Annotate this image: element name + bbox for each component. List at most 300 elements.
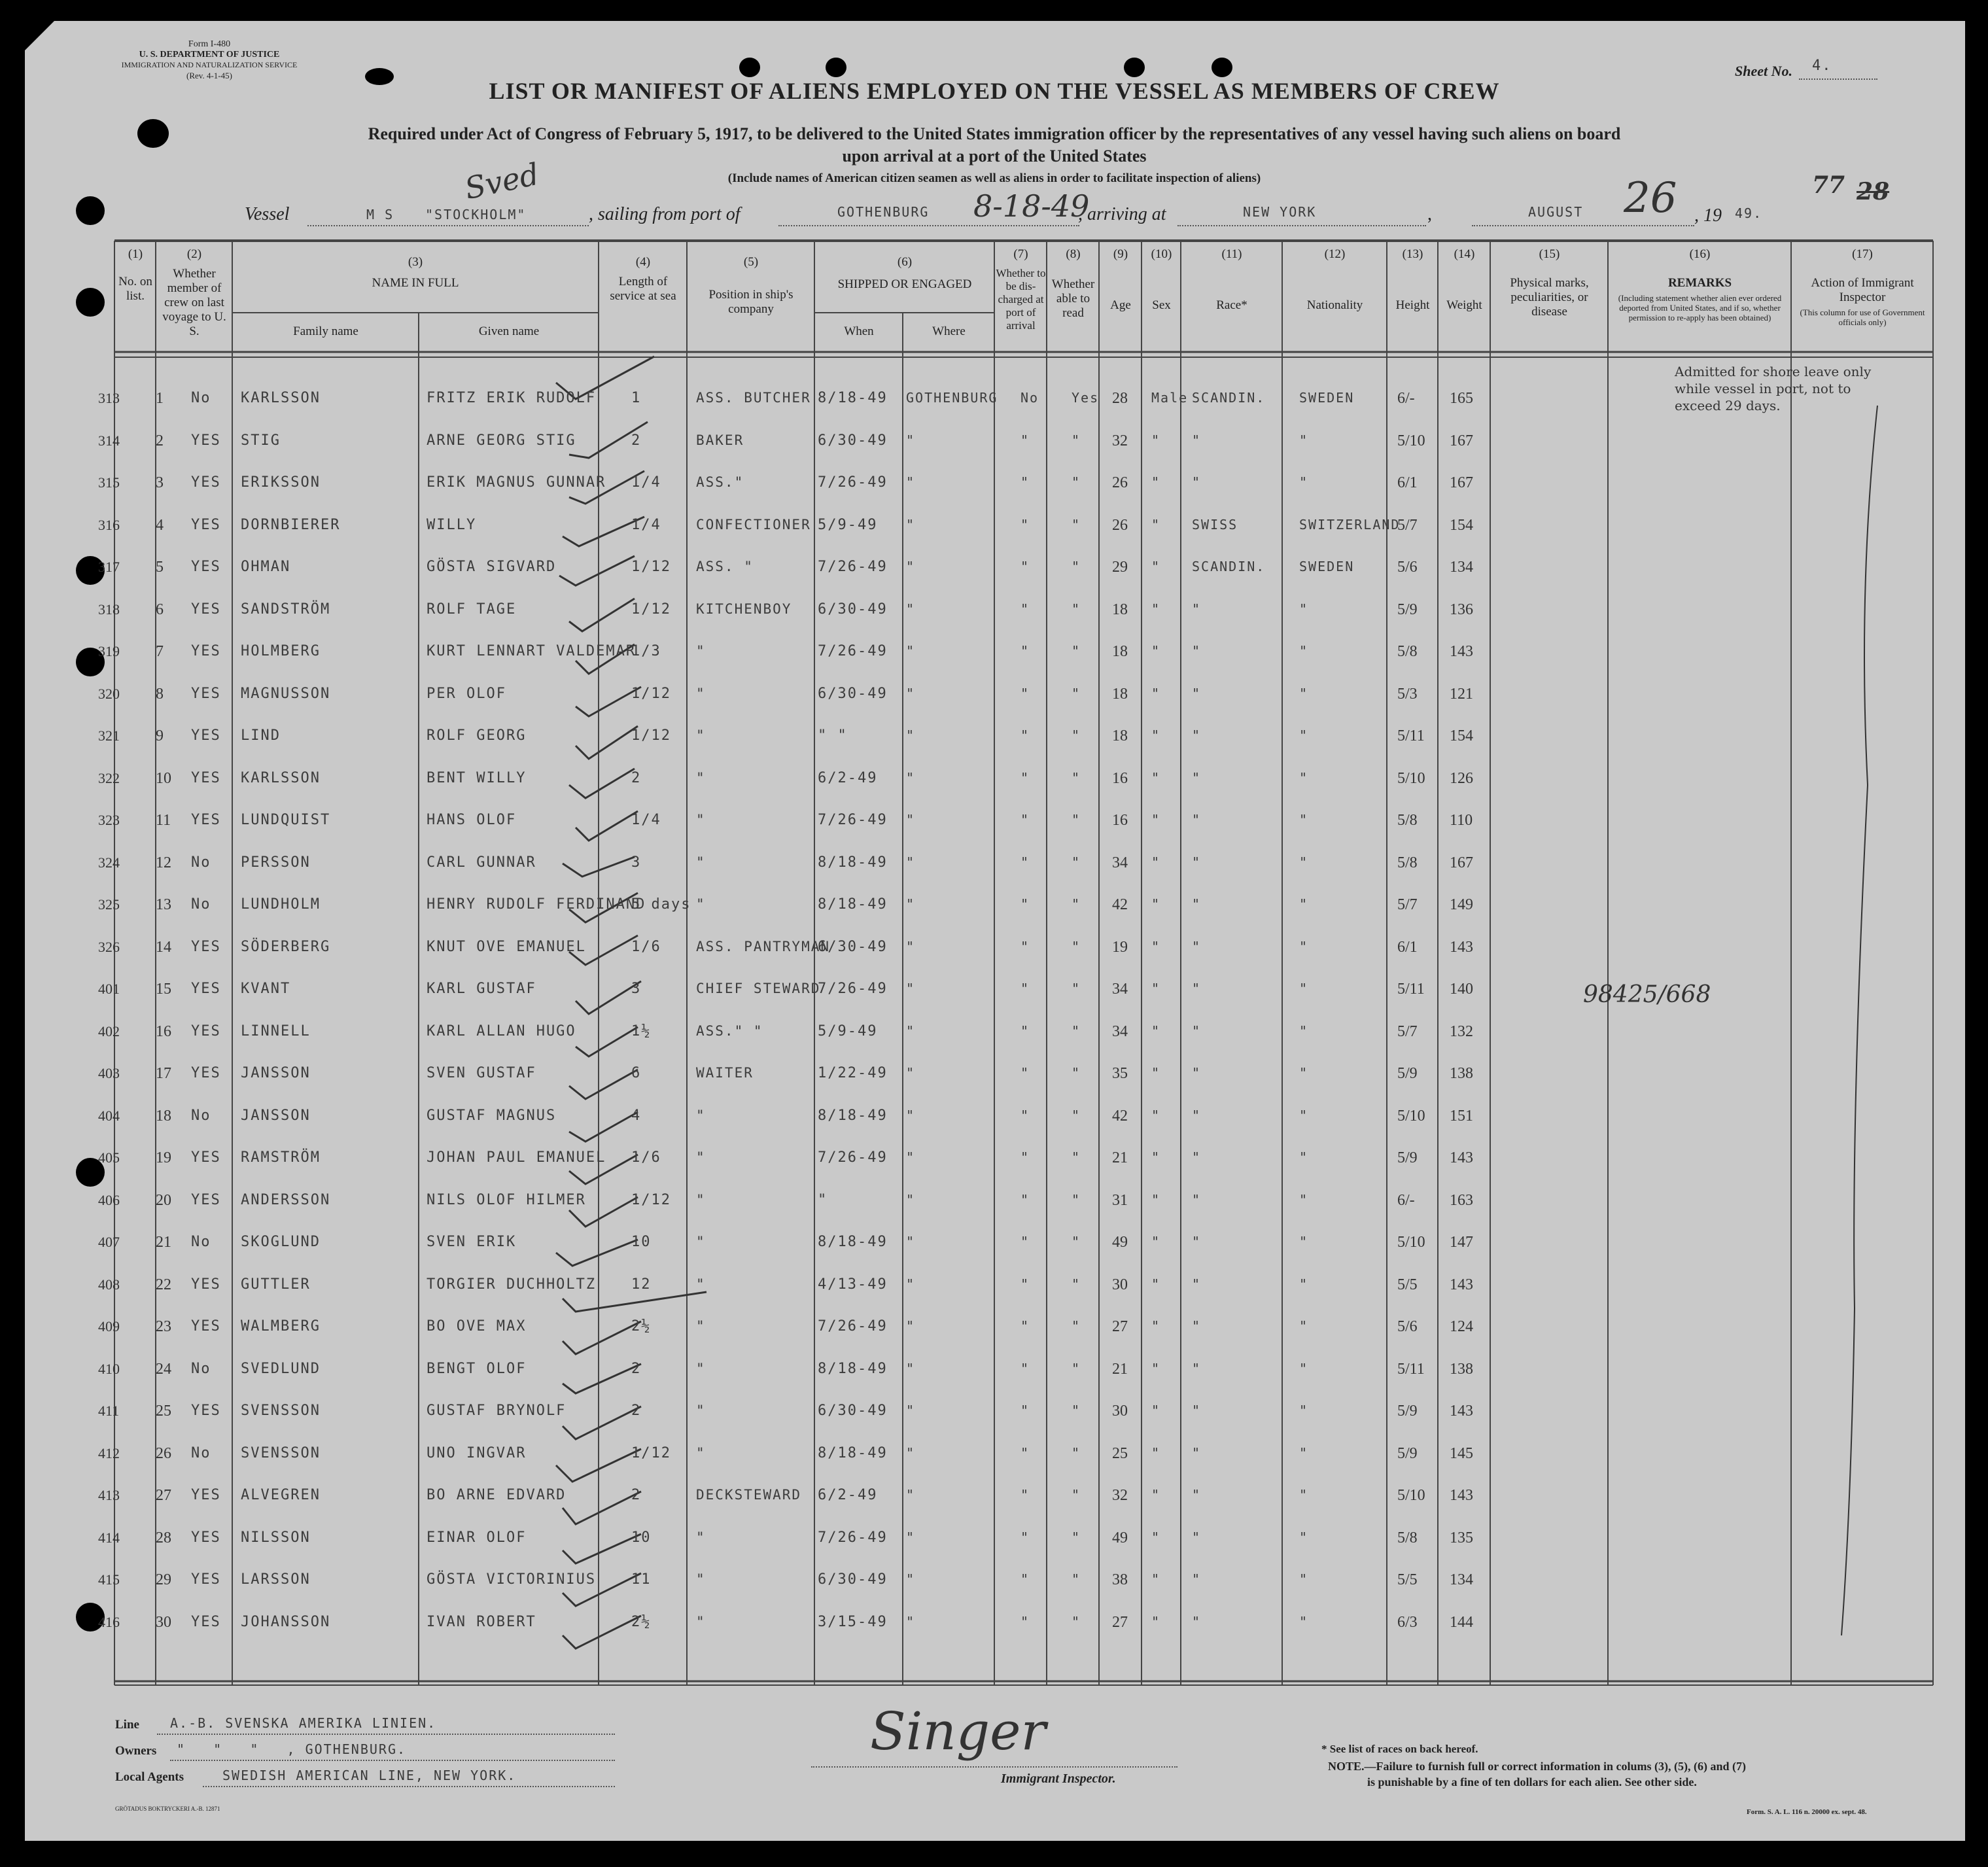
col-16-header: REMARKS bbox=[1667, 276, 1732, 290]
weight-cell: 143 bbox=[1450, 1487, 1473, 1504]
sex-cell: " bbox=[1151, 1191, 1161, 1208]
prev-voyage-cell: YES bbox=[191, 601, 221, 618]
list-number-cell: 16 bbox=[156, 1022, 171, 1040]
remark-shore-leave-2: while vessel in port, not to bbox=[1675, 381, 1851, 396]
discharged-cell: " bbox=[1020, 1403, 1030, 1418]
list-number-cell: 1 bbox=[156, 390, 164, 407]
ref-number-cell: 406 bbox=[98, 1191, 120, 1208]
list-number-cell: 28 bbox=[156, 1529, 171, 1546]
vessel-name: "STOCKHOLM" bbox=[425, 207, 527, 222]
table-row bbox=[0, 804, 1988, 843]
table-row bbox=[0, 1310, 1988, 1350]
col-1-header: No. on list. bbox=[118, 275, 152, 303]
sex-cell: Male bbox=[1151, 390, 1189, 406]
position-cell: " bbox=[696, 812, 706, 828]
list-number-cell: 18 bbox=[156, 1107, 171, 1125]
able-to-read-cell: " bbox=[1072, 854, 1081, 870]
sex-cell: " bbox=[1151, 981, 1161, 996]
discharged-cell: " bbox=[1020, 559, 1030, 574]
discharged-cell: " bbox=[1020, 1065, 1030, 1081]
nationality-cell: " bbox=[1299, 896, 1309, 912]
discharged-cell: " bbox=[1020, 1529, 1030, 1545]
sex-cell: " bbox=[1151, 601, 1161, 617]
nationality-cell: " bbox=[1299, 1107, 1309, 1123]
service-length-cell: 2½ bbox=[631, 1613, 652, 1630]
list-number-cell: 20 bbox=[156, 1191, 171, 1209]
sex-cell: " bbox=[1151, 896, 1161, 912]
table-row bbox=[0, 1100, 1988, 1139]
service-length-cell: 2 bbox=[631, 1487, 642, 1503]
sex-cell: " bbox=[1151, 474, 1161, 490]
able-to-read-cell: " bbox=[1072, 601, 1081, 617]
sex-cell: " bbox=[1151, 1444, 1161, 1461]
family-name-cell: KARLSSON bbox=[241, 390, 321, 406]
shipped-where-cell: " bbox=[906, 601, 916, 617]
discharged-cell: " bbox=[1020, 1191, 1030, 1208]
remark-file-number: 98425/668 bbox=[1583, 981, 1711, 1008]
prev-voyage-cell: YES bbox=[191, 1487, 221, 1503]
vessel-label: Vessel bbox=[245, 204, 290, 224]
age-cell: 19 bbox=[1112, 938, 1128, 956]
age-cell: 29 bbox=[1112, 559, 1128, 576]
shipped-when-cell: 7/26-49 bbox=[818, 981, 888, 997]
given-name-cell: GUSTAF MAGNUS bbox=[427, 1107, 557, 1124]
position-cell: WAITER bbox=[696, 1065, 754, 1081]
race-cell: " bbox=[1192, 1403, 1202, 1418]
sex-cell: " bbox=[1151, 854, 1161, 870]
position-cell: " bbox=[696, 1107, 706, 1123]
service-length-cell: 6 bbox=[631, 1065, 642, 1081]
age-cell: 42 bbox=[1112, 1107, 1128, 1125]
list-number-cell: 15 bbox=[156, 981, 171, 998]
nationality-cell: " bbox=[1299, 854, 1309, 870]
nationality-cell: " bbox=[1299, 769, 1309, 786]
weight-cell: 138 bbox=[1450, 1360, 1473, 1378]
table-row bbox=[0, 1522, 1988, 1561]
shipped-when-cell: 6/30-49 bbox=[818, 601, 888, 618]
weight-cell: 145 bbox=[1450, 1444, 1473, 1462]
shipped-where-cell: " bbox=[906, 896, 916, 912]
prev-voyage-cell: YES bbox=[191, 432, 221, 449]
given-name-cell: SVEN ERIK bbox=[427, 1234, 517, 1250]
age-cell: 38 bbox=[1112, 1571, 1128, 1588]
weight-cell: 163 bbox=[1450, 1191, 1473, 1209]
discharged-cell: " bbox=[1020, 1444, 1030, 1461]
weight-cell: 121 bbox=[1450, 685, 1473, 703]
prev-voyage-cell: YES bbox=[191, 643, 221, 659]
service-length-cell: 1/3 bbox=[631, 643, 661, 659]
sex-cell: " bbox=[1151, 812, 1161, 828]
race-cell: " bbox=[1192, 854, 1202, 870]
given-name-cell: ERIK MAGNUS GUNNAR bbox=[427, 474, 606, 491]
able-to-read-cell: " bbox=[1072, 812, 1081, 828]
shipped-where-cell: " bbox=[906, 474, 916, 490]
sex-cell: " bbox=[1151, 1487, 1161, 1503]
race-cell: " bbox=[1192, 432, 1202, 448]
prev-voyage-cell: YES bbox=[191, 1529, 221, 1546]
sex-cell: " bbox=[1151, 938, 1161, 954]
sex-cell: " bbox=[1151, 559, 1161, 574]
shipped-when-cell: 7/26-49 bbox=[818, 643, 888, 659]
position-cell: ASS. " bbox=[696, 559, 754, 574]
prev-voyage-cell: YES bbox=[191, 769, 221, 786]
race-cell: " bbox=[1192, 643, 1202, 659]
revision: (Rev. 4-1-45) bbox=[186, 71, 232, 80]
col-7-header: Whether to be dis-charged at port of arrival bbox=[996, 267, 1046, 332]
prev-voyage-cell: YES bbox=[191, 559, 221, 575]
height-cell: 5/6 bbox=[1397, 559, 1418, 576]
list-number-cell: 25 bbox=[156, 1403, 171, 1420]
age-cell: 30 bbox=[1112, 1276, 1128, 1293]
given-name-cell: ROLF TAGE bbox=[427, 601, 517, 618]
nationality-cell: " bbox=[1299, 1403, 1309, 1418]
able-to-read-cell: " bbox=[1072, 1107, 1081, 1123]
sailing-label: , sailing from port of bbox=[589, 204, 741, 224]
shipped-where-cell: " bbox=[906, 769, 916, 786]
col-3a-header: Family name bbox=[293, 324, 358, 338]
given-name-cell: EINAR OLOF bbox=[427, 1529, 527, 1546]
list-number-cell: 4 bbox=[156, 516, 164, 534]
service-length-cell: 1/12 bbox=[631, 685, 671, 702]
family-name-cell: JANSSON bbox=[241, 1107, 311, 1124]
col-14-number: (14) bbox=[1454, 247, 1475, 261]
given-name-cell: SVEN GUSTAF bbox=[427, 1065, 536, 1081]
position-cell: " bbox=[696, 727, 706, 743]
given-name-cell: UNO INGVAR bbox=[427, 1444, 527, 1461]
table-row bbox=[0, 1226, 1988, 1265]
ref-number-cell: 409 bbox=[98, 1318, 120, 1335]
family-name-cell: STIG bbox=[241, 432, 281, 449]
col-6a-header: When bbox=[844, 324, 874, 338]
height-cell: 5/5 bbox=[1397, 1276, 1418, 1293]
col-2-header: Whether member of crew on last voyage to U. S. bbox=[162, 267, 226, 338]
family-name-cell: ERIKSSON bbox=[241, 474, 321, 491]
table-row bbox=[0, 1437, 1988, 1476]
race-cell: " bbox=[1192, 1234, 1202, 1249]
service-length-cell: 1/12 bbox=[631, 559, 671, 575]
race-cell: " bbox=[1192, 601, 1202, 617]
shipped-where-cell: " bbox=[906, 1403, 916, 1418]
weight-cell: 124 bbox=[1450, 1318, 1473, 1335]
able-to-read-cell: " bbox=[1072, 1571, 1081, 1587]
shipped-where-cell: " bbox=[906, 854, 916, 870]
able-to-read-cell: " bbox=[1072, 1276, 1081, 1292]
ref-number-cell: 324 bbox=[98, 854, 120, 871]
shipped-when-cell: 6/2-49 bbox=[818, 1487, 878, 1503]
shipped-when-cell: 7/26-49 bbox=[818, 474, 888, 491]
race-cell: " bbox=[1192, 1571, 1202, 1587]
shipped-where-cell: " bbox=[906, 643, 916, 659]
shipped-when-cell: 6/30-49 bbox=[818, 938, 888, 955]
shipped-where-cell: " bbox=[906, 938, 916, 954]
service-length-cell: 3 bbox=[631, 981, 642, 997]
discharged-cell: " bbox=[1020, 896, 1030, 912]
family-name-cell: PERSSON bbox=[241, 854, 311, 871]
prev-voyage-cell: YES bbox=[191, 1022, 221, 1039]
height-cell: 5/7 bbox=[1397, 1022, 1418, 1040]
shipped-when-cell: 6/30-49 bbox=[818, 685, 888, 702]
shipped-where-cell: " bbox=[906, 981, 916, 996]
able-to-read-cell: Yes bbox=[1072, 390, 1100, 406]
age-cell: 34 bbox=[1112, 1022, 1128, 1040]
sailing-date: 8-18-49 bbox=[973, 188, 1090, 224]
ref-number-cell: 320 bbox=[98, 685, 120, 702]
age-cell: 32 bbox=[1112, 432, 1128, 449]
races-note: * See list of races on back hereof. bbox=[1321, 1743, 1478, 1755]
ref-number-cell: 401 bbox=[98, 981, 120, 997]
service: IMMIGRATION AND NATURALIZATION SERVICE bbox=[121, 60, 298, 69]
nationality-cell: " bbox=[1299, 1149, 1309, 1165]
age-cell: 34 bbox=[1112, 981, 1128, 998]
shipped-where-cell: " bbox=[906, 559, 916, 574]
nationality-cell: " bbox=[1299, 1065, 1309, 1081]
form-footer: Form. S. A. L. 116 n. 20000 ex. sept. 48. bbox=[1747, 1808, 1867, 1816]
table-row bbox=[0, 509, 1988, 548]
given-name-cell: TORGIER DUCHHOLTZ bbox=[427, 1276, 597, 1293]
able-to-read-cell: " bbox=[1072, 516, 1081, 532]
race-cell: " bbox=[1192, 1444, 1202, 1461]
height-cell: 5/7 bbox=[1397, 896, 1418, 913]
line-value: A.-B. SVENSKA AMERIKA LINIEN. bbox=[170, 1715, 437, 1731]
family-name-cell: LUNDHOLM bbox=[241, 896, 321, 913]
service-length-cell: 1/6 bbox=[631, 1149, 661, 1166]
owners-value: " " " , GOTHENBURG. bbox=[177, 1741, 407, 1757]
race-cell: " bbox=[1192, 1149, 1202, 1165]
shipped-when-cell: 8/18-49 bbox=[818, 1444, 888, 1461]
discharged-cell: " bbox=[1020, 981, 1030, 996]
owners-label: Owners bbox=[115, 1744, 157, 1758]
department: U. S. DEPARTMENT OF JUSTICE bbox=[139, 50, 280, 60]
sex-cell: " bbox=[1151, 769, 1161, 786]
ref-number-cell: 412 bbox=[98, 1444, 120, 1461]
col-5-header: Position in ship's company bbox=[708, 288, 793, 316]
service-length-cell: 10 bbox=[631, 1234, 652, 1250]
penalty-note-2: is punishable by a fine of ten dollars for each alien. See other side. bbox=[1367, 1775, 1697, 1788]
given-name-cell: ROLF GEORG bbox=[427, 727, 527, 744]
shipped-where-cell: " bbox=[906, 516, 916, 532]
service-length-cell: 3 bbox=[631, 854, 642, 871]
ref-number-cell: 414 bbox=[98, 1529, 120, 1546]
service-length-cell: 1 bbox=[631, 390, 642, 406]
sheet-label: Sheet No. bbox=[1735, 63, 1792, 79]
height-cell: 5/10 bbox=[1397, 1234, 1425, 1251]
shipped-when-cell: 3/15-49 bbox=[818, 1613, 888, 1630]
family-name-cell: SVENSSON bbox=[241, 1444, 321, 1461]
family-name-cell: LINNELL bbox=[241, 1022, 311, 1039]
shipped-when-cell: 8/18-49 bbox=[818, 1360, 888, 1377]
sex-cell: " bbox=[1151, 643, 1161, 659]
able-to-read-cell: " bbox=[1072, 1149, 1081, 1165]
able-to-read-cell: " bbox=[1072, 1318, 1081, 1334]
service-length-cell: 1/4 bbox=[631, 516, 661, 533]
shipped-when-cell: 8/18-49 bbox=[818, 896, 888, 913]
able-to-read-cell: " bbox=[1072, 643, 1081, 659]
prev-voyage-cell: YES bbox=[191, 727, 221, 744]
nationality-cell: " bbox=[1299, 938, 1309, 954]
list-number-cell: 21 bbox=[156, 1234, 171, 1251]
age-cell: 16 bbox=[1112, 769, 1128, 787]
family-name-cell: KVANT bbox=[241, 981, 291, 997]
shipped-where-cell: " bbox=[906, 685, 916, 701]
sex-cell: " bbox=[1151, 1107, 1161, 1123]
shipped-when-cell: 6/30-49 bbox=[818, 1403, 888, 1419]
shipped-when-cell: 5/9-49 bbox=[818, 516, 878, 533]
weight-cell: 143 bbox=[1450, 1149, 1473, 1166]
discharged-cell: " bbox=[1020, 1487, 1030, 1503]
discharged-cell: " bbox=[1020, 938, 1030, 954]
ref-number-cell: 325 bbox=[98, 896, 120, 913]
position-cell: " bbox=[696, 1234, 706, 1249]
nationality-cell: SWEDEN bbox=[1299, 390, 1355, 406]
sheet-number: 4. bbox=[1812, 58, 1832, 74]
family-name-cell: SKOGLUND bbox=[241, 1234, 321, 1250]
family-name-cell: SVEDLUND bbox=[241, 1360, 321, 1377]
height-cell: 5/6 bbox=[1397, 1318, 1418, 1335]
shipped-when-cell: 7/26-49 bbox=[818, 559, 888, 575]
family-name-cell: LIND bbox=[241, 727, 281, 744]
table-row bbox=[0, 466, 1988, 506]
remark-shore-leave-3: exceed 29 days. bbox=[1675, 398, 1781, 413]
given-name-cell: FRITZ ERIK RUDOLF bbox=[427, 390, 597, 406]
list-number-cell: 27 bbox=[156, 1487, 171, 1504]
race-cell: " bbox=[1192, 474, 1202, 490]
ref-number-cell: 314 bbox=[98, 432, 120, 449]
position-cell: " bbox=[696, 643, 706, 659]
given-name-cell: ARNE GEORG STIG bbox=[427, 432, 576, 449]
position-cell: BAKER bbox=[696, 432, 744, 448]
discharged-cell: " bbox=[1020, 601, 1030, 617]
service-length-cell: 1/4 bbox=[631, 474, 661, 491]
discharged-cell: " bbox=[1020, 432, 1030, 448]
prev-voyage-cell: YES bbox=[191, 1613, 221, 1630]
able-to-read-cell: " bbox=[1072, 1403, 1081, 1418]
height-cell: 5/10 bbox=[1397, 1487, 1425, 1504]
able-to-read-cell: " bbox=[1072, 685, 1081, 701]
prev-voyage-cell: YES bbox=[191, 474, 221, 491]
service-length-cell: 2 bbox=[631, 769, 642, 786]
height-cell: 6/3 bbox=[1397, 1613, 1418, 1631]
col-10-header: Sex bbox=[1152, 298, 1171, 312]
position-cell: ASS. PANTRYMAN bbox=[696, 938, 831, 954]
able-to-read-cell: " bbox=[1072, 1234, 1081, 1249]
able-to-read-cell: " bbox=[1072, 1360, 1081, 1376]
weight-cell: 165 bbox=[1450, 390, 1473, 407]
able-to-read-cell: " bbox=[1072, 981, 1081, 996]
table-row bbox=[0, 678, 1988, 717]
height-cell: 5/5 bbox=[1397, 1571, 1418, 1588]
list-number-cell: 13 bbox=[156, 896, 171, 913]
given-name-cell: HANS OLOF bbox=[427, 812, 517, 828]
able-to-read-cell: " bbox=[1072, 474, 1081, 490]
weight-cell: 143 bbox=[1450, 1276, 1473, 1293]
prev-voyage-cell: No bbox=[191, 390, 211, 406]
family-name-cell: SVENSSON bbox=[241, 1403, 321, 1419]
arrival-year: 49. bbox=[1735, 205, 1763, 221]
list-number-cell: 26 bbox=[156, 1444, 171, 1462]
nationality-cell: " bbox=[1299, 1360, 1309, 1376]
ref-number-cell: 413 bbox=[98, 1487, 120, 1503]
nationality-cell: " bbox=[1299, 643, 1309, 659]
age-cell: 28 bbox=[1112, 390, 1128, 407]
service-length-cell: 4 bbox=[631, 1107, 642, 1124]
ref-number-cell: 321 bbox=[98, 727, 120, 744]
shipped-when-cell: 6/2-49 bbox=[818, 769, 878, 786]
nationality-cell: SWEDEN bbox=[1299, 559, 1355, 574]
height-cell: 6/1 bbox=[1397, 938, 1418, 956]
sex-cell: " bbox=[1151, 432, 1161, 448]
given-name-cell: IVAN ROBERT bbox=[427, 1613, 536, 1630]
table-row bbox=[0, 888, 1988, 928]
height-cell: 5/9 bbox=[1397, 1065, 1418, 1082]
age-cell: 49 bbox=[1112, 1234, 1128, 1251]
weight-cell: 134 bbox=[1450, 559, 1473, 576]
agents-line bbox=[203, 1786, 615, 1787]
able-to-read-cell: " bbox=[1072, 432, 1081, 448]
position-cell: " bbox=[696, 1529, 706, 1545]
table-row bbox=[0, 425, 1988, 464]
shipped-where-cell: " bbox=[906, 1444, 916, 1461]
nationality-cell: " bbox=[1299, 1571, 1309, 1587]
race-cell: SCANDIN. bbox=[1192, 559, 1266, 574]
nationality-cell: " bbox=[1299, 1487, 1309, 1503]
sex-cell: " bbox=[1151, 516, 1161, 532]
shipped-when-cell: " bbox=[818, 1191, 828, 1208]
family-name-cell: WALMBERG bbox=[241, 1318, 321, 1335]
height-cell: 5/9 bbox=[1397, 601, 1418, 618]
col-11-header: Race* bbox=[1216, 298, 1247, 312]
race-cell: " bbox=[1192, 1107, 1202, 1123]
position-cell: ASS." " bbox=[696, 1022, 763, 1039]
ref-number-cell: 322 bbox=[98, 769, 120, 786]
shipped-where-cell: " bbox=[906, 1318, 916, 1334]
col-16-note: (Including statement whether alien ever ordered deported from United States, and if so, whether permission to re-apply has been obtained) bbox=[1618, 293, 1782, 323]
race-cell: " bbox=[1192, 938, 1202, 954]
prev-voyage-cell: YES bbox=[191, 1571, 221, 1588]
count-28: 28 bbox=[1857, 178, 1890, 205]
position-cell: KITCHENBOY bbox=[696, 601, 792, 617]
race-cell: SWISS bbox=[1192, 516, 1238, 532]
arrival-day: 26 bbox=[1624, 174, 1677, 222]
able-to-read-cell: " bbox=[1072, 559, 1081, 574]
discharged-cell: " bbox=[1020, 812, 1030, 828]
position-cell: " bbox=[696, 1360, 706, 1376]
col-2-number: (2) bbox=[186, 247, 202, 261]
shipped-where-cell: " bbox=[906, 1571, 916, 1587]
age-cell: 21 bbox=[1112, 1360, 1128, 1378]
shipped-where-cell: " bbox=[906, 1107, 916, 1123]
ref-number-cell: 404 bbox=[98, 1107, 120, 1124]
col-17-header: Action of Immigrant Inspector bbox=[1811, 276, 1914, 304]
col-11-number: (11) bbox=[1221, 247, 1242, 261]
table-row bbox=[0, 1395, 1988, 1434]
arrival-month: AUGUST bbox=[1528, 204, 1584, 220]
prev-voyage-cell: YES bbox=[191, 812, 221, 828]
vessel-hand-note: Sved bbox=[461, 156, 542, 207]
col-3-header: NAME IN FULL bbox=[372, 276, 459, 290]
owners-line bbox=[170, 1760, 615, 1761]
family-name-cell: KARLSSON bbox=[241, 769, 321, 786]
family-name-cell: SANDSTRÖM bbox=[241, 601, 331, 618]
list-number-cell: 6 bbox=[156, 601, 164, 618]
ref-number-cell: 319 bbox=[98, 643, 120, 659]
table-row bbox=[0, 551, 1988, 590]
subtitle-arrival: upon arrival at a port of the United States bbox=[842, 147, 1147, 166]
shipped-where-cell: " bbox=[906, 1487, 916, 1503]
discharged-cell: " bbox=[1020, 1571, 1030, 1587]
ref-number-cell: 318 bbox=[98, 601, 120, 618]
discharged-cell: " bbox=[1020, 1318, 1030, 1334]
table-row bbox=[0, 593, 1988, 633]
